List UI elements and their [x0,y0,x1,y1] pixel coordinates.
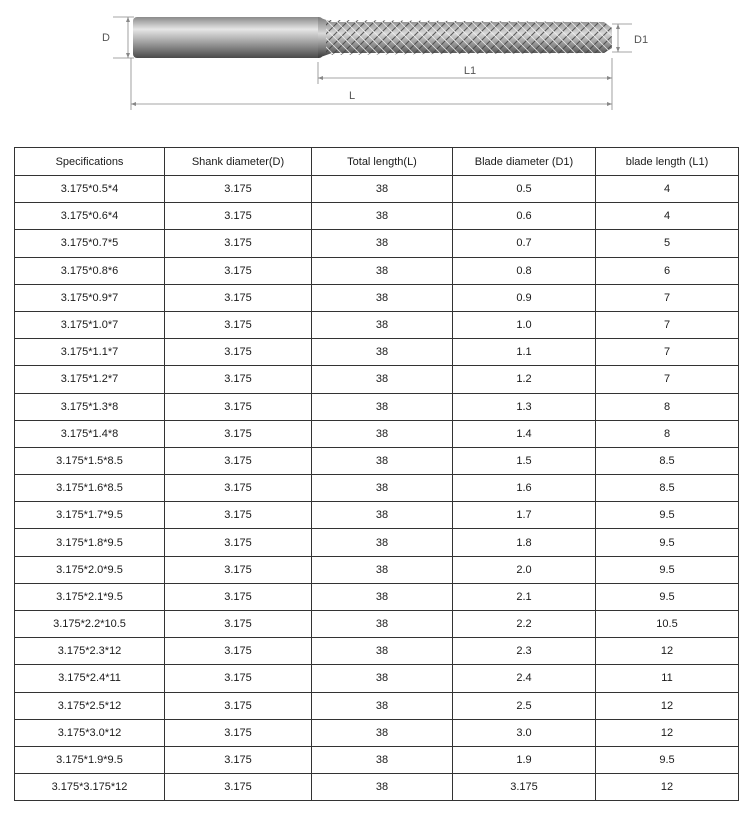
cell-blade-diameter: 0.8 [453,257,596,284]
total-length-label: L [348,90,356,102]
cell-total-length: 38 [312,311,453,338]
drill-blade [318,17,612,58]
cell-total-length: 38 [312,502,453,529]
cell-shank-diameter: 3.175 [165,556,312,583]
table-row [15,774,739,801]
table-row [15,203,739,230]
cell-shank-diameter: 3.175 [165,611,312,638]
cell-total-length: 38 [312,583,453,610]
cell-total-length: 38 [312,638,453,665]
specifications-table [14,147,739,801]
cell-blade-diameter: 2.4 [453,665,596,692]
cell-specification: 3.175*0.7*5 [15,230,165,257]
table-row [15,746,739,773]
cell-total-length: 38 [312,475,453,502]
cell-total-length: 38 [312,339,453,366]
table-row [15,420,739,447]
cell-specification: 3.175*0.5*4 [15,176,165,203]
cell-blade-length: 9.5 [596,529,739,556]
cell-blade-diameter: 3.175 [453,774,596,801]
cell-blade-length: 8 [596,420,739,447]
cell-blade-diameter: 1.3 [453,393,596,420]
table-header-row [15,148,739,176]
cell-specification: 3.175*3.0*12 [15,719,165,746]
cell-total-length: 38 [312,774,453,801]
cell-shank-diameter: 3.175 [165,692,312,719]
cell-blade-diameter: 0.7 [453,230,596,257]
blade-length-label: L1 [463,65,477,77]
table-row [15,665,739,692]
cell-shank-diameter: 3.175 [165,203,312,230]
cell-blade-length: 7 [596,339,739,366]
cell-specification: 3.175*1.8*9.5 [15,529,165,556]
cell-shank-diameter: 3.175 [165,746,312,773]
cell-shank-diameter: 3.175 [165,665,312,692]
table-row [15,257,739,284]
table-row [15,529,739,556]
cell-specification: 3.175*1.9*9.5 [15,746,165,773]
table-row [15,502,739,529]
cell-blade-diameter: 2.2 [453,611,596,638]
cell-blade-length: 7 [596,366,739,393]
cell-shank-diameter: 3.175 [165,719,312,746]
cell-blade-length: 9.5 [596,746,739,773]
cell-blade-diameter: 2.0 [453,556,596,583]
cell-blade-length: 4 [596,203,739,230]
table-row [15,583,739,610]
header-blade-diameter: Blade diameter (D1) [453,148,596,176]
cell-shank-diameter: 3.175 [165,475,312,502]
cell-shank-diameter: 3.175 [165,420,312,447]
cell-total-length: 38 [312,257,453,284]
cell-blade-diameter: 1.2 [453,366,596,393]
cell-blade-diameter: 1.9 [453,746,596,773]
shank-diameter-label: D [102,32,110,44]
cell-blade-diameter: 1.8 [453,529,596,556]
cell-blade-diameter: 3.0 [453,719,596,746]
cell-specification: 3.175*1.4*8 [15,420,165,447]
table-row [15,284,739,311]
cell-blade-length: 9.5 [596,502,739,529]
header-specifications: Specifications [15,148,165,176]
header-shank-diameter: Shank diameter(D) [165,148,312,176]
cell-total-length: 38 [312,692,453,719]
shank-diameter-dimension [102,17,134,58]
cell-blade-diameter: 0.5 [453,176,596,203]
cell-shank-diameter: 3.175 [165,774,312,801]
cell-shank-diameter: 3.175 [165,366,312,393]
table-row [15,366,739,393]
cell-total-length: 38 [312,746,453,773]
cell-specification: 3.175*1.6*8.5 [15,475,165,502]
cell-specification: 3.175*0.9*7 [15,284,165,311]
cell-blade-length: 8 [596,393,739,420]
cell-shank-diameter: 3.175 [165,284,312,311]
blade-diameter-label: D1 [634,34,649,46]
table-row [15,176,739,203]
cell-total-length: 38 [312,230,453,257]
cell-shank-diameter: 3.175 [165,230,312,257]
cell-blade-diameter: 1.4 [453,420,596,447]
table-row [15,611,739,638]
header-total-length: Total length(L) [312,148,453,176]
cell-blade-length: 9.5 [596,583,739,610]
cell-specification: 3.175*2.5*12 [15,692,165,719]
cell-specification: 3.175*2.2*10.5 [15,611,165,638]
cell-total-length: 38 [312,611,453,638]
cell-shank-diameter: 3.175 [165,176,312,203]
table-row [15,475,739,502]
blade-diameter-dimension [612,24,648,52]
cell-shank-diameter: 3.175 [165,638,312,665]
cell-specification: 3.175*2.4*11 [15,665,165,692]
cell-specification: 3.175*2.1*9.5 [15,583,165,610]
cell-total-length: 38 [312,420,453,447]
cell-total-length: 38 [312,447,453,474]
cell-total-length: 38 [312,176,453,203]
cell-blade-diameter: 0.9 [453,284,596,311]
cell-blade-diameter: 1.0 [453,311,596,338]
drill-bit-diagram [0,0,750,140]
cell-blade-length: 12 [596,692,739,719]
table-row [15,311,739,338]
cell-total-length: 38 [312,529,453,556]
cell-shank-diameter: 3.175 [165,393,312,420]
cell-blade-length: 4 [596,176,739,203]
cell-blade-diameter: 1.6 [453,475,596,502]
cell-specification: 3.175*1.1*7 [15,339,165,366]
cell-shank-diameter: 3.175 [165,502,312,529]
cell-specification: 3.175*0.8*6 [15,257,165,284]
cell-blade-length: 9.5 [596,556,739,583]
cell-blade-diameter: 2.5 [453,692,596,719]
cell-shank-diameter: 3.175 [165,529,312,556]
cell-blade-diameter: 1.1 [453,339,596,366]
cell-blade-diameter: 2.3 [453,638,596,665]
cell-total-length: 38 [312,556,453,583]
cell-specification: 3.175*0.6*4 [15,203,165,230]
cell-specification: 3.175*1.3*8 [15,393,165,420]
cell-total-length: 38 [312,393,453,420]
cell-shank-diameter: 3.175 [165,339,312,366]
table-row [15,719,739,746]
cell-specification: 3.175*2.0*9.5 [15,556,165,583]
cell-blade-diameter: 1.7 [453,502,596,529]
cell-specification: 3.175*1.0*7 [15,311,165,338]
table-row [15,393,739,420]
cell-specification: 3.175*1.2*7 [15,366,165,393]
cell-specification: 3.175*3.175*12 [15,774,165,801]
cell-blade-length: 7 [596,284,739,311]
cell-blade-diameter: 0.6 [453,203,596,230]
cell-blade-length: 6 [596,257,739,284]
table-row [15,339,739,366]
cell-blade-length: 12 [596,638,739,665]
cell-blade-length: 12 [596,774,739,801]
table-row [15,638,739,665]
cell-shank-diameter: 3.175 [165,311,312,338]
cell-shank-diameter: 3.175 [165,257,312,284]
cell-blade-length: 10.5 [596,611,739,638]
cell-blade-length: 5 [596,230,739,257]
total-length-dimension [131,58,612,110]
cell-blade-diameter: 1.5 [453,447,596,474]
drill-shank [133,17,323,58]
cell-specification: 3.175*1.7*9.5 [15,502,165,529]
cell-total-length: 38 [312,203,453,230]
cell-blade-length: 8.5 [596,447,739,474]
cell-shank-diameter: 3.175 [165,447,312,474]
cell-blade-length: 12 [596,719,739,746]
cell-total-length: 38 [312,665,453,692]
cell-specification: 3.175*1.5*8.5 [15,447,165,474]
cell-total-length: 38 [312,719,453,746]
table-row [15,556,739,583]
cell-blade-diameter: 2.1 [453,583,596,610]
header-blade-length: blade length (L1) [596,148,739,176]
cell-blade-length: 8.5 [596,475,739,502]
table-row [15,692,739,719]
cell-blade-length: 7 [596,311,739,338]
cell-total-length: 38 [312,366,453,393]
table-row [15,230,739,257]
table-row [15,447,739,474]
blade-length-dimension [318,58,612,84]
cell-total-length: 38 [312,284,453,311]
cell-specification: 3.175*2.3*12 [15,638,165,665]
cell-blade-length: 11 [596,665,739,692]
cell-shank-diameter: 3.175 [165,583,312,610]
